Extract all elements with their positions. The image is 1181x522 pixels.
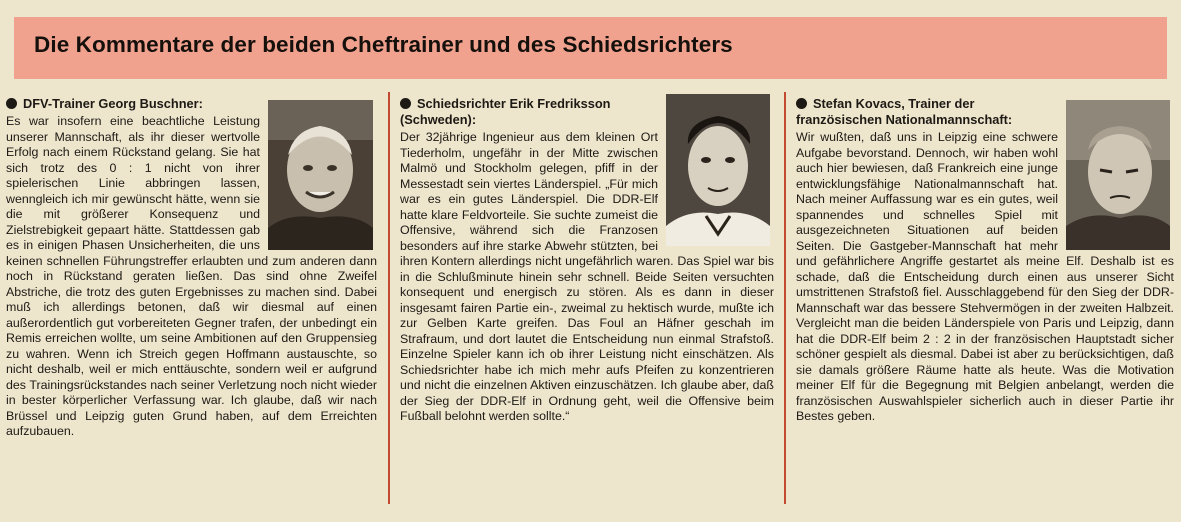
comment-text: Es war insofern eine beachtliche Leistung unserer Mannschaft, als ihr dieser wertvolle Erfolg nach einem Rückstand gelang. Sie hat sich trotz des 0 : 1 nicht von ihrer spielerischen Linie abbringen lassen, wenngleich ich mir gewünscht hätte, wenn sie die mit größerer Konsequenz und Zielstrebigkeit gepaart hätte. Stattdessen gab es in einigen Phasen Unsicherheiten, die uns keinen schnellen Führungstreffer erlaubten und zum anderen dann noch in Rückstand geraten ließen. Das sind ohne Zweifel Abstriche, die trotz des guten Ergebnisses zu machen sind. Dabei muß ich allerdings betonen, daß wir diesmal auf einen außerordentlich gut vorbereiteten Gegner trafen, der unbedingt ein Remis erreichen wollte, um seine Ambitionen auf den Gruppensieg zu wahren. Wenn ich Streich gegen Hoffmann austauschte, so nicht deshalb, weil er mich enttäuschte, sondern weil er aufgrund des Trainingsrückstandes nach seiner Verletzung noch nicht wieder in bester körperlicher Verfassung war. Ich glaube, daß wir nach Brüssel und Leipzig guten Grund haben, auf dem Erreichten aufzubauen. [6, 114, 377, 438]
heading-text: Schiedsrichter Erik Fredriksson (Schweden): [400, 96, 611, 127]
column-divider [388, 92, 390, 504]
heading-text: Stefan Kovacs, Trainer der französischen Nationalmannschaft: [796, 96, 1013, 127]
comment-text: Der 32jährige Ingenieur aus dem kleinen Ort Tiederholm, ungefähr in der Mitte zwischen Malmö und Stockholm gelegen, pfiff in der Messestadt sein viertes Länderspiel. „Für mich war es ein gutes Länderspiel. Die DDR-Elf hatte klare Feldvorteile. Sie suchte zumeist die Offensive, während sich die Franzosen besonders auf ihre starke Abwehr stützten, bei ihren Kontern allerdings nicht ungefährlich waren. Das Spiel war bis in die Schlußminute hinein sehr schnell. Beide Seiten versuchten konsequent und energisch zu stören. Als es dann in dieser insgesamt fairen Partie ein-, zweimal zu hektisch wurde, mußte ich zur Gelben Karte greifen. Das Foul an Häfner geschah im Strafraum, und dort lautet die Entscheidung nun einmal Strafstoß. Einzelne Spieler kann ich ob ihrer Leistung nicht einschätzen. Als Schiedsrichter habe ich mich mehr aufs Pfeifen zu konzentrieren und nicht die einzelnen Aktiven einzuschätzen. Ich glaube aber, daß der Sieg der DDR-Elf in Ordnung geht, weil die Offensive beim Fußball belohnt werden sollte.“ [400, 130, 774, 423]
comment-column-fredriksson [400, 92, 774, 510]
comment-column-kovacs [796, 92, 1174, 510]
bullet-icon [796, 98, 807, 109]
bullet-icon [6, 98, 17, 109]
headline: Die Kommentare der beiden Cheftrainer und des Schiedsrichters [34, 32, 733, 57]
heading-text: DFV-Trainer Georg Buschner: [23, 96, 203, 111]
portrait-photo [1066, 100, 1170, 250]
comment-text: Wir wußten, daß uns in Leipzig eine schwere Aufgabe bevorstand. Dennoch, wir haben wohl auch hier bewiesen, daß Frankreich eine junge entwicklungsfähige Nationalmannschaft hat. Nach meiner Auffassung war es ein gutes, weil spannendes und schnelles Spiel mit ausgezeichneten Situationen auf beiden Seiten. Die Gastgeber-Mannschaft hat mehr und gefährlichere Angriffe gestartet als meine Elf. Deshalb ist es schade, daß die Entscheidung durch einen aus unserer Sicht umstrittenen Strafstoß fiel. Ausschlaggebend für den Sieg der DDR-Mannschaft war das bessere Stehvermögen in der zweiten Halbzeit. Vergleicht man die beiden Länderspiele von Paris und Leipzig, dann hat die DDR-Elf beim 2 : 2 in der französischen Hauptstadt sicher schöner gespielt als diesmal. Dabei ist aber zu berücksichtigen, daß sie damals größere Räume hatte als heute. Was die Motivation meiner Elf für die Begegnung mit Belgien anbelangt, werden die französischen Auswahlspieler sicherlich auch in dieser Partie ihr Bestes geben. [796, 130, 1174, 423]
comment-column-buschner [6, 92, 377, 510]
portrait-photo [268, 100, 373, 250]
column-divider [784, 92, 786, 504]
bullet-icon [400, 98, 411, 109]
portrait-photo [666, 94, 770, 246]
headline-banner [14, 17, 1167, 79]
